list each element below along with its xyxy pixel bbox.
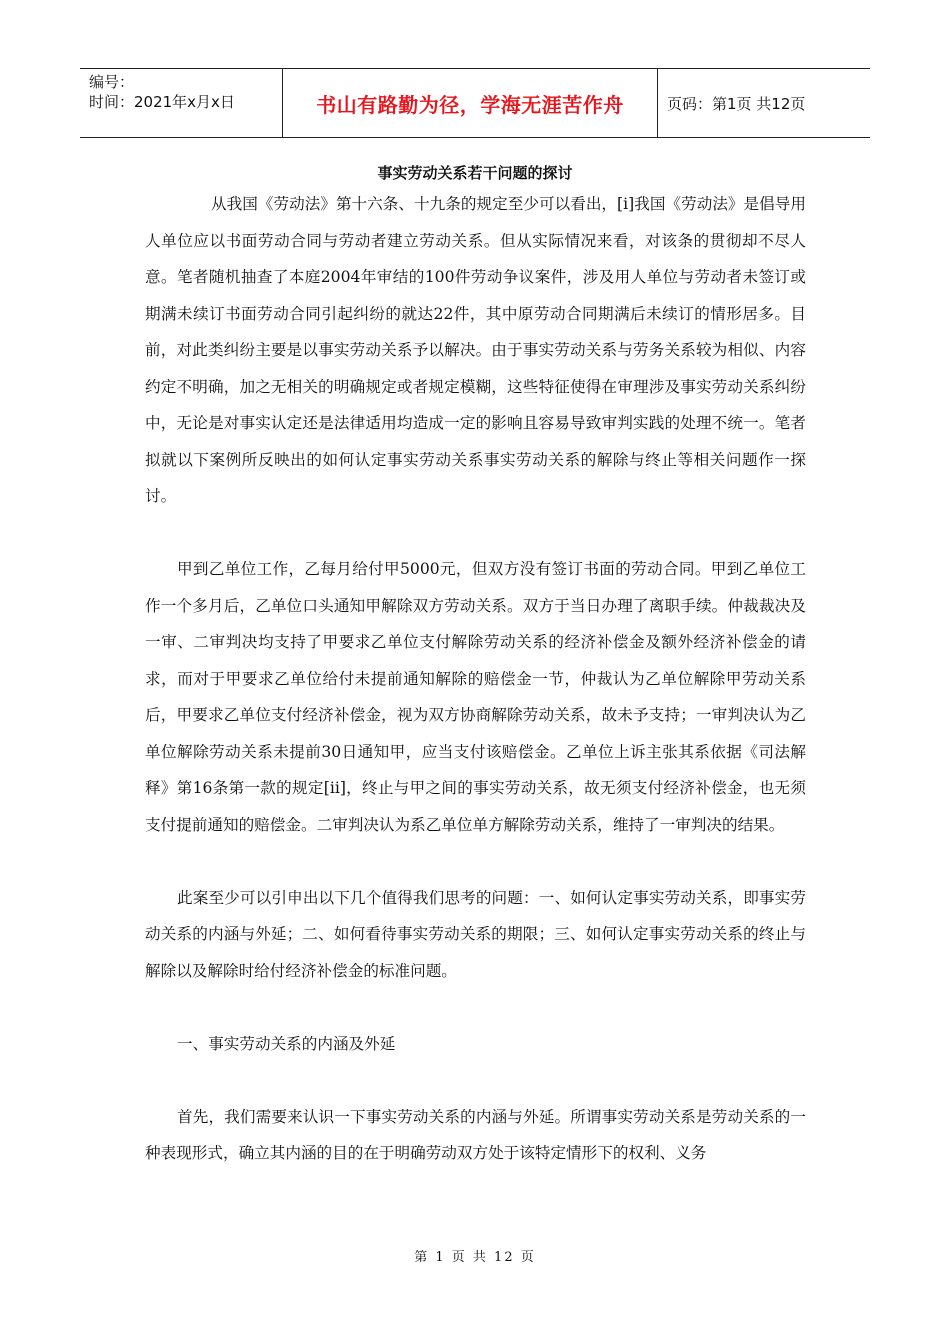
header-page-info: 页码：第1页 共12页: [667, 94, 806, 113]
paragraph-intro: 从我国《劳动法》第十六条、十九条的规定至少可以看出，[i]我国《劳动法》是倡导用人单位应以书面劳动合同与劳动者建立劳动关系。但从实际情况来看，对该条的贯彻却不尽人意。笔者随机抽查了本庭2004年审结的100件劳动争议案件，涉及用人单位与劳动者未签订或期满未续订书面劳动合同引起纠纷的就达22件，其中原劳动合同期满后未续订的情形居多。目前，对此类纠纷主要是以事实劳动关系予以解决。由于事实劳动关系与劳务关系较为相似、内容约定不明确，加之无相关的明确规定或者规定模糊，这些特征使得在审理涉及事实劳动关系纠纷中，无论是对事实认定还是法律适用均造成一定的影响且容易导致审判实践的处理不统一。笔者拟就以下案例所反映出的如何认定事实劳动关系事实劳动关系的解除与终止等相关问题作一探讨。: [145, 195, 806, 505]
date-label: 时间：2021年x月x日: [89, 93, 235, 111]
header-meta: [80, 69, 283, 137]
document-body: [145, 186, 806, 1172]
paragraph-questions: 此案至少可以引申出以下几个值得我们思考的问题：一、如何认定事实劳动关系，即事实劳动关系的内涵与外延；二、如何看待事实劳动关系的期限；三、如何认定事实劳动关系的终止与解除以及解除时给付经济补偿金的标准问题。: [145, 888, 806, 980]
header-motto: 书山有路勤为径，学海无涯苦作舟: [283, 69, 658, 137]
paragraph-definition: 首先，我们需要来认识一下事实劳动关系的内涵与外延。所谓事实劳动关系是劳动关系的一种表现形式，确立其内涵的目的在于明确劳动双方处于该特定情形下的权利、义务: [145, 1107, 806, 1162]
section-heading: 一、事实劳动关系的内涵及外延: [177, 1034, 396, 1053]
paragraph-case: 甲到乙单位工作，乙每月给付甲5000元，但双方没有签订书面的劳动合同。甲到乙单位工作一个多月后，乙单位口头通知甲解除双方劳动关系。双方于当日办理了离职手续。仲裁裁决及一审、二审判决均支持了甲要求乙单位支付解除劳动关系的经济补偿金及额外经济补偿金的请求，而对于甲要求乙单位给付未提前通知解除的赔偿金一节，仲裁认为乙单位解除甲劳动关系后，甲要求乙单位支付经济补偿金，视为双方协商解除劳动关系，故未予支持；一审判决认为乙单位解除劳动关系未提前30日通知甲，应当支付该赔偿金。乙单位上诉主张其系依据《司法解释》第16条第一款的规定[ii]，终止与甲之间的事实劳动关系，故无须支付经济补偿金，也无须支付提前通知的赔偿金。二审判决认为系乙单位单方解除劳动关系，维持了一审判决的结果。: [145, 560, 806, 834]
page-footer: 第 1 页 共 12 页: [414, 1250, 536, 1265]
number-label: 编号：: [89, 73, 135, 91]
document-title: 事实劳动关系若干问题的探讨: [377, 164, 573, 182]
page-header: [80, 68, 870, 138]
